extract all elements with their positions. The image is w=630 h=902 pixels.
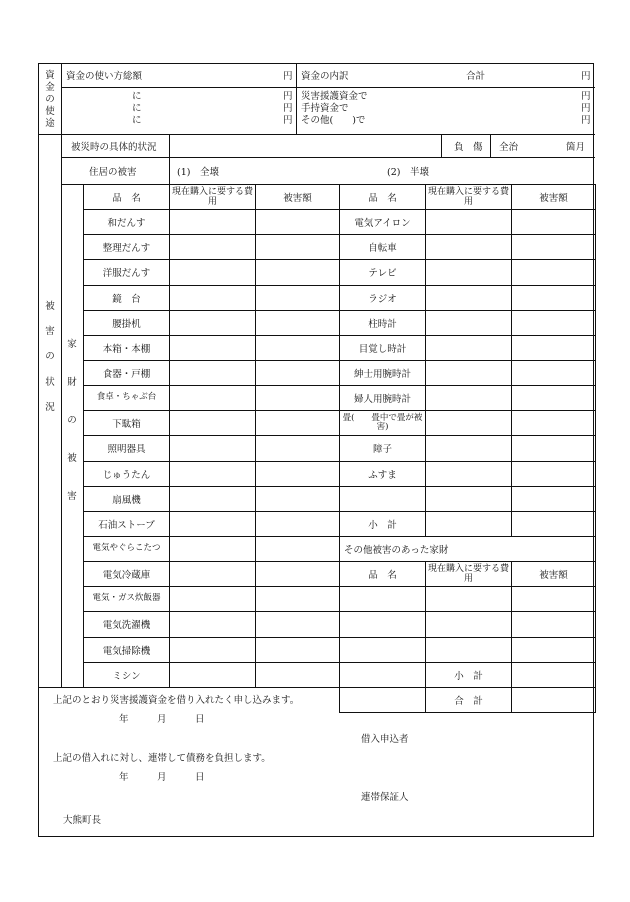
house-option-half: (2) 半壊	[387, 167, 429, 178]
table-row	[84, 662, 340, 687]
amount-cell	[512, 612, 596, 637]
amount-cell	[256, 360, 340, 385]
amount-cell	[512, 587, 596, 612]
item-name: 電気冷蔵庫	[84, 562, 170, 587]
item-name: 食卓・ちゃぶ台	[84, 386, 170, 411]
item-name: 本箱・本棚	[84, 335, 170, 360]
cost-cell	[170, 562, 256, 587]
amount-cell	[256, 386, 340, 411]
item-name: 障子	[340, 436, 426, 461]
amount-cell	[256, 310, 340, 335]
col-header-item: 品 名	[84, 185, 170, 210]
amount-cell	[512, 436, 596, 461]
cost-cell	[170, 210, 256, 235]
cost-cell	[426, 461, 512, 486]
table-row	[84, 235, 340, 260]
item-name: 自転車	[340, 235, 426, 260]
cost-cell	[426, 486, 512, 511]
amount-cell	[512, 235, 596, 260]
table-row	[340, 511, 596, 536]
cost-cell	[426, 612, 512, 637]
usage-ni-label: に	[132, 115, 142, 126]
applicant-label: 借入申込者	[361, 734, 409, 745]
item-name: 柱時計	[340, 310, 426, 335]
amount-cell	[512, 662, 596, 687]
situation-label: 被災時の具体的状況	[71, 142, 157, 153]
cost-cell	[426, 260, 512, 285]
mayor-label: 大熊町長	[63, 815, 102, 826]
item-name: 食器・戸棚	[84, 360, 170, 385]
col-header-amount: 被害額	[256, 185, 340, 210]
cost-cell	[426, 637, 512, 662]
damage-side-label: 被害の状況	[45, 301, 55, 413]
item-name: 電気掃除機	[84, 637, 170, 662]
yen-unit: 円	[283, 115, 293, 126]
usage-ni-label: に	[132, 91, 142, 102]
table-row	[84, 637, 340, 662]
item-name: ミシン	[84, 662, 170, 687]
cost-cell	[426, 335, 512, 360]
amount-cell	[512, 360, 596, 385]
cost-cell	[426, 411, 512, 436]
subtotal-label: 小 計	[340, 511, 426, 536]
table-row	[340, 687, 596, 712]
table-row	[84, 285, 340, 310]
amount-cell	[256, 210, 340, 235]
item-name	[340, 612, 426, 637]
table-row	[340, 612, 596, 637]
amount-cell	[512, 386, 596, 411]
cost-cell	[170, 436, 256, 461]
cost-cell	[170, 260, 256, 285]
amount-cell	[512, 335, 596, 360]
col-header-item: 品 名	[340, 562, 426, 587]
table-row	[340, 662, 596, 687]
item-name: 目覚し時計	[340, 335, 426, 360]
table-row	[340, 210, 596, 235]
cost-cell	[426, 360, 512, 385]
amount-cell	[256, 562, 340, 587]
item-name: 畳( 畳中で畳が被害)	[340, 411, 426, 436]
col-header-amount: 被害額	[512, 185, 596, 210]
item-name: 和だんす	[84, 210, 170, 235]
amount-cell	[512, 285, 596, 310]
item-name: 紳士用腕時計	[340, 360, 426, 385]
amount-cell	[256, 536, 340, 561]
item-name: 婦人用腕時計	[340, 386, 426, 411]
amount-cell	[256, 612, 340, 637]
months-label: 箇月	[566, 142, 586, 153]
usage-ni-label: に	[132, 103, 142, 114]
amount-cell	[256, 335, 340, 360]
table-row	[340, 260, 596, 285]
col-header-cost: 現在購入に要する費用	[426, 185, 512, 210]
item-name: テレビ	[340, 260, 426, 285]
cost-cell	[426, 310, 512, 335]
cost-cell	[170, 235, 256, 260]
cost-cell	[170, 386, 256, 411]
item-name	[340, 637, 426, 662]
cost-cell	[170, 310, 256, 335]
table-row	[340, 411, 596, 436]
amount-cell	[256, 486, 340, 511]
loan-application-form	[38, 63, 594, 837]
col-header-cost: 現在購入に要する費用	[426, 562, 512, 587]
cost-cell	[426, 511, 512, 536]
table-row	[84, 612, 340, 637]
amount-cell	[512, 486, 596, 511]
amount-cell	[256, 260, 340, 285]
item-name: 腰掛机	[84, 310, 170, 335]
left-furniture-table	[83, 184, 340, 688]
item-name: ラジオ	[340, 285, 426, 310]
amount-cell	[512, 687, 596, 712]
right-furniture-table	[339, 184, 596, 713]
usage-item: 災害援護資金で	[301, 91, 368, 102]
item-name: 照明器具	[84, 436, 170, 461]
yen-unit: 円	[581, 71, 591, 82]
usage-item: その他( )で	[301, 115, 366, 126]
guarantee-statement: 上記の借入れに対し、連帯して債務を負担します。	[53, 753, 271, 764]
cost-cell	[170, 486, 256, 511]
table-row	[340, 285, 596, 310]
table-row	[340, 461, 596, 486]
yen-unit: 円	[581, 115, 591, 126]
cost-cell	[426, 436, 512, 461]
item-name: ふすま	[340, 461, 426, 486]
table-row	[84, 511, 340, 536]
house-option-total: (1) 全壊	[177, 167, 219, 178]
cost-cell	[170, 360, 256, 385]
item-name: 電気洗濯機	[84, 612, 170, 637]
amount-cell	[256, 461, 340, 486]
cost-cell	[170, 335, 256, 360]
furniture-side-label: 家財の被害	[67, 339, 77, 502]
cost-cell	[170, 662, 256, 687]
item-name: じゅうたん	[84, 461, 170, 486]
amount-cell	[512, 260, 596, 285]
table-row	[340, 536, 596, 561]
yen-unit: 円	[581, 91, 591, 102]
item-name	[340, 587, 426, 612]
table-row	[340, 310, 596, 335]
item-name: 電気・ガス炊飯器	[84, 587, 170, 612]
cost-cell	[426, 210, 512, 235]
col-header-cost: 現在購入に要する費用	[170, 185, 256, 210]
item-name	[340, 662, 426, 687]
amount-cell	[512, 210, 596, 235]
item-name: 下駄箱	[84, 411, 170, 436]
amount-cell	[256, 662, 340, 687]
cost-cell	[170, 511, 256, 536]
table-row	[84, 185, 340, 210]
cost-cell	[170, 536, 256, 561]
table-row	[84, 210, 340, 235]
application-date: 年 月 日	[119, 714, 205, 725]
guarantor-label: 連帯保証人	[361, 792, 409, 803]
cost-cell	[170, 587, 256, 612]
table-row	[84, 260, 340, 285]
table-row	[84, 411, 340, 436]
usage-item: 手持資金で	[301, 103, 349, 114]
table-row	[340, 562, 596, 587]
cost-cell	[426, 235, 512, 260]
item-name	[340, 486, 426, 511]
injury-label: 負 傷	[454, 142, 483, 153]
table-row	[84, 587, 340, 612]
table-row	[84, 360, 340, 385]
table-row	[340, 587, 596, 612]
table-row	[340, 486, 596, 511]
item-name: 電気アイロン	[340, 210, 426, 235]
yen-unit: 円	[283, 71, 293, 82]
table-row	[84, 562, 340, 587]
table-row	[340, 637, 596, 662]
table-row	[340, 436, 596, 461]
usage-breakdown-label: 資金の内訳	[301, 71, 349, 82]
amount-cell	[512, 310, 596, 335]
yen-unit: 円	[283, 91, 293, 102]
usage-side-label: 資金の使途	[45, 70, 55, 129]
cost-cell	[426, 386, 512, 411]
table-row	[84, 436, 340, 461]
table-row	[340, 335, 596, 360]
col-header-item: 品 名	[340, 185, 426, 210]
subtotal-label: 小 計	[426, 662, 512, 687]
heal-label: 全治	[499, 142, 519, 153]
item-name: 鏡 台	[84, 285, 170, 310]
item-name: 洋服だんす	[84, 260, 170, 285]
table-row	[84, 461, 340, 486]
cost-cell	[170, 285, 256, 310]
table-row	[340, 185, 596, 210]
cost-cell	[170, 612, 256, 637]
guarantee-date: 年 月 日	[119, 772, 205, 783]
other-items-title: その他被害のあった家財	[340, 536, 596, 561]
table-row	[340, 360, 596, 385]
amount-cell	[256, 436, 340, 461]
cost-cell	[426, 587, 512, 612]
item-name: 電気やぐらこたつ	[84, 536, 170, 561]
cost-cell	[170, 637, 256, 662]
total-label: 合 計	[426, 687, 512, 712]
table-row	[340, 235, 596, 260]
house-damage-label: 住居の被害	[89, 167, 137, 178]
usage-sum-label: 合計	[466, 71, 486, 82]
cost-cell	[170, 411, 256, 436]
cost-cell	[426, 285, 512, 310]
amount-cell	[512, 511, 596, 536]
usage-total-label: 資金の使い方総額	[66, 71, 143, 82]
item-name: 整理だんす	[84, 235, 170, 260]
item-name	[340, 687, 426, 712]
table-row	[340, 386, 596, 411]
amount-cell	[256, 587, 340, 612]
table-row	[84, 536, 340, 561]
amount-cell	[512, 461, 596, 486]
table-row	[84, 386, 340, 411]
amount-cell	[256, 637, 340, 662]
amount-cell	[512, 411, 596, 436]
cost-cell	[170, 461, 256, 486]
table-row	[84, 486, 340, 511]
application-statement: 上記のとおり災害援護資金を借り入れたく申し込みます。	[53, 695, 300, 706]
item-name: 石油ストーブ	[84, 511, 170, 536]
yen-unit: 円	[283, 103, 293, 114]
amount-cell	[512, 637, 596, 662]
amount-cell	[256, 235, 340, 260]
item-name: 扇風機	[84, 486, 170, 511]
col-header-amount: 被害額	[512, 562, 596, 587]
yen-unit: 円	[581, 103, 591, 114]
amount-cell	[256, 411, 340, 436]
table-row	[84, 310, 340, 335]
amount-cell	[256, 285, 340, 310]
amount-cell	[256, 511, 340, 536]
table-row	[84, 335, 340, 360]
